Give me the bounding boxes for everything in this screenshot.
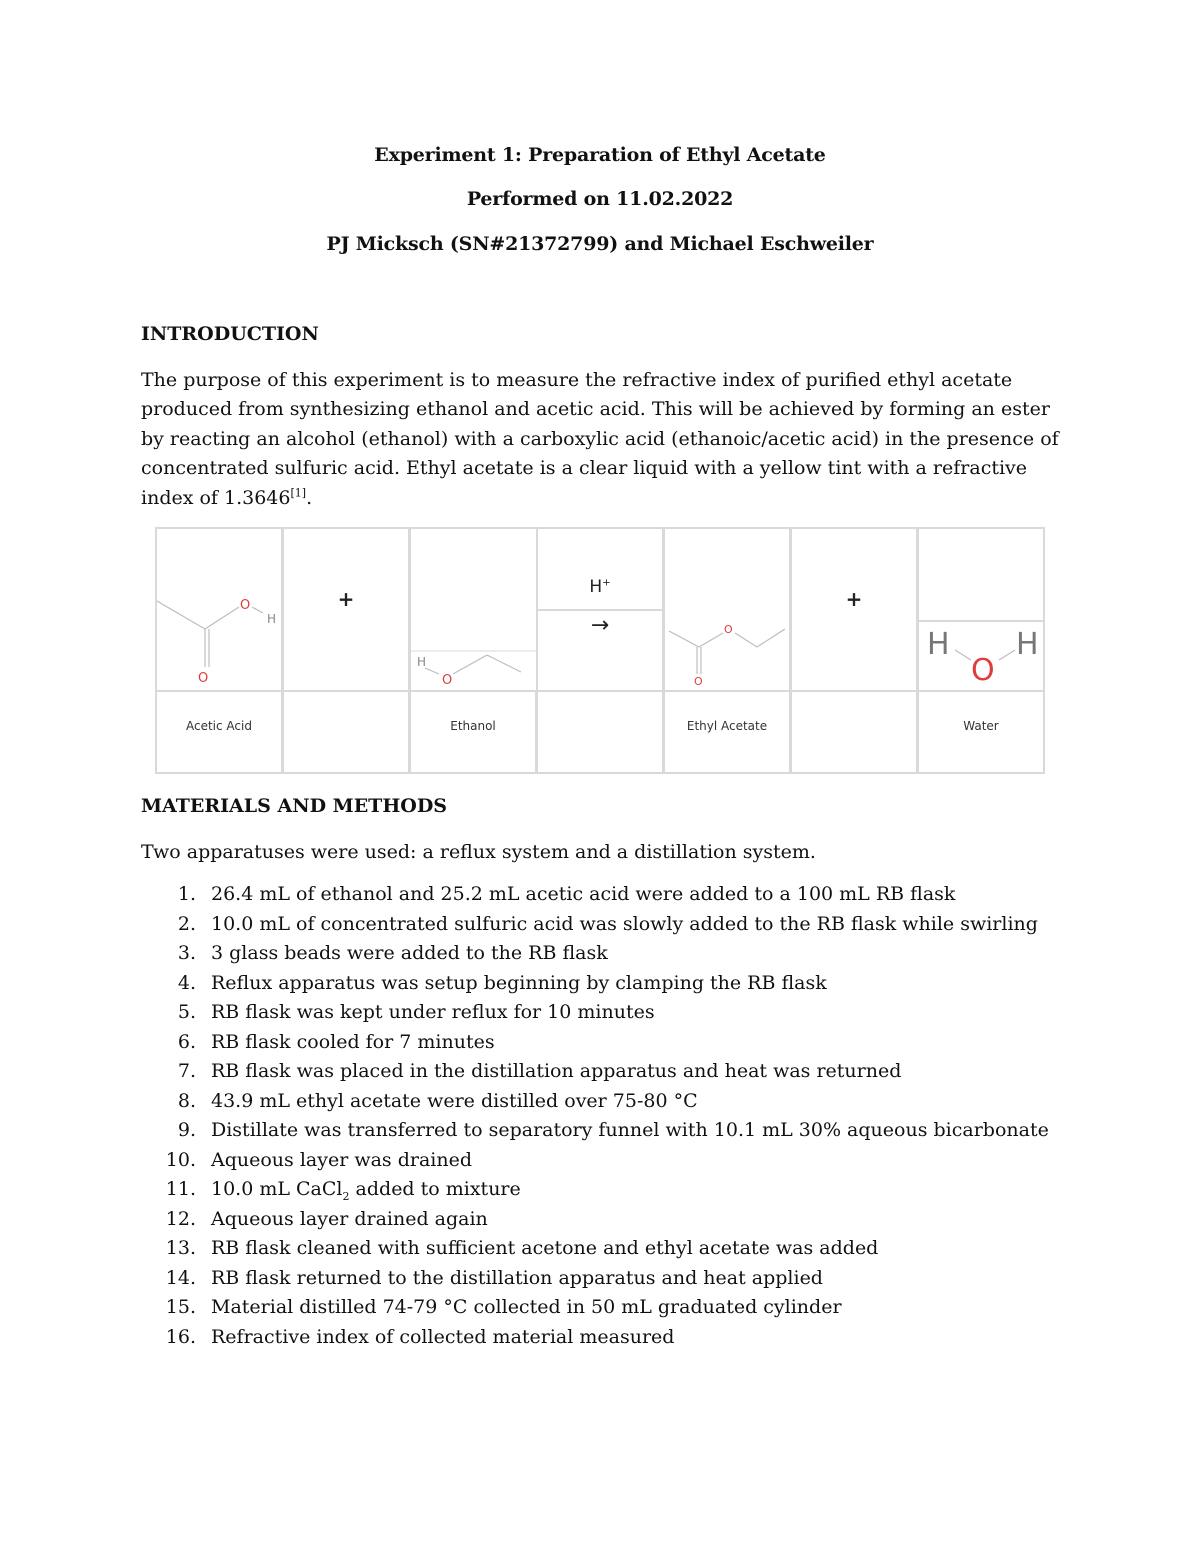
step-number: 7. <box>177 1060 196 1082</box>
plus-cell <box>790 527 918 692</box>
step-text: Distillate was transferred to separatory funnel with 10.1 mL 30% aqueous bicarbonate <box>211 1119 1049 1141</box>
step-number: 5. <box>177 1001 196 1023</box>
methods-heading: MATERIALS AND METHODS <box>141 795 448 817</box>
atom-o-label: O <box>724 623 733 636</box>
atom-o-label: O <box>442 673 453 688</box>
step-number: 14. <box>165 1266 196 1289</box>
water-label: Water <box>963 719 999 733</box>
step-text: RB flask cleaned with sufficient acetone and ethyl acetate was added <box>211 1237 879 1259</box>
reaction-arrow: → <box>590 613 610 638</box>
atom-o-label: O <box>198 671 209 686</box>
step-text: 26.4 mL of ethanol and 25.2 mL acetic acid were added to a 100 mL RB flask <box>211 883 956 905</box>
step-number: 12. <box>165 1207 196 1230</box>
ethanol-structure-cell <box>409 527 537 692</box>
step-text: 10.0 mL of concentrated sulfuric acid was slowly added to the RB flask while swirling <box>211 912 1038 935</box>
step-number: 13. <box>165 1237 196 1259</box>
atom-h-label: H <box>267 612 277 626</box>
plus-cell <box>282 527 410 692</box>
step-number: 1. <box>177 883 196 905</box>
step-text: Aqueous layer drained again <box>211 1207 488 1230</box>
introduction-paragraph <box>141 366 1071 513</box>
atom-o-label: O <box>240 598 251 613</box>
introduction-body: The purpose of this experiment is to measure the refractive index of purified ethyl acetate produced from synthesizing ethanol and acetic acid. This will be achieved by forming an ester by reacting an alcohol (ethanol) with a carboxylic acid (ethanoic/acetic acid) in the presence of concentrated sulfuric acid. Ethyl acetate is a clear liquid with a yellow tint with a refractive index of 1.3646 <box>141 369 1059 509</box>
step-number: 9. <box>177 1119 196 1141</box>
water-structure <box>919 622 1043 690</box>
empty-label-cell <box>790 690 918 774</box>
step-text: Refractive index of collected material measured <box>211 1325 675 1348</box>
plus-sign: + <box>337 587 355 611</box>
ethanol-label-cell <box>409 690 537 774</box>
step-number: 15. <box>165 1296 196 1318</box>
ethyl-acetate-structure <box>665 529 789 690</box>
step-text: Reflux apparatus was setup beginning by clamping the RB flask <box>211 971 827 994</box>
ethyl-acetate-label: Ethyl Acetate <box>686 719 768 733</box>
ethyl-acetate-label-cell <box>663 690 791 774</box>
catalyst-symbol: H <box>589 577 603 597</box>
atom-o-label: O <box>971 653 995 688</box>
catalyst-charge: + <box>602 577 611 589</box>
water-label-cell <box>917 690 1045 774</box>
water-top-cell <box>917 527 1045 622</box>
step-number: 4. <box>177 971 196 994</box>
introduction-heading: INTRODUCTION <box>141 323 319 345</box>
document-title: Experiment 1: Preparation of Ethyl Acetate <box>374 144 826 166</box>
step-text: RB flask was kept under reflux for 10 minutes <box>211 1001 655 1023</box>
catalyst-cell <box>536 527 664 611</box>
water-structure-cell <box>917 620 1045 692</box>
acetic-acid-label-cell <box>155 690 283 774</box>
arrow-cell <box>536 609 664 692</box>
step-number: 11. <box>165 1178 196 1200</box>
step-number: 6. <box>177 1030 196 1053</box>
step-text-post: added to mixture <box>349 1178 521 1200</box>
plus-sign: + <box>845 587 863 611</box>
acetic-acid-structure-cell <box>155 527 283 692</box>
performed-date: Performed on 11.02.2022 <box>466 188 734 210</box>
reaction-scheme <box>155 527 1045 774</box>
step-text: RB flask was placed in the distillation apparatus and heat was returned <box>211 1060 902 1082</box>
acetic-acid-label: Acetic Acid <box>186 719 252 733</box>
step-text: Aqueous layer was drained <box>211 1148 473 1171</box>
citation-marker: [1] <box>290 486 307 500</box>
step-text: 43.9 mL ethyl acetate were distilled over 75-80 °C <box>211 1089 698 1112</box>
atom-h-label: H <box>417 655 427 669</box>
empty-label-cell <box>536 690 664 774</box>
step-text-subscript: 2 <box>342 1189 350 1203</box>
step-number: 3. <box>177 942 196 964</box>
step-number: 2. <box>177 912 196 935</box>
empty-label-cell <box>282 690 410 774</box>
step-number: 16. <box>165 1325 196 1348</box>
step-text: Material distilled 74-79 °C collected in 50 mL graduated cylinder <box>211 1296 842 1318</box>
methods-intro: Two apparatuses were used: a reflux system and a distillation system. <box>141 841 816 863</box>
introduction-end: . <box>306 486 313 509</box>
atom-h-label: H <box>1016 627 1039 662</box>
atom-o-label: O <box>694 675 703 688</box>
step-number: 10. <box>165 1148 196 1171</box>
step-text: RB flask returned to the distillation apparatus and heat applied <box>211 1266 823 1289</box>
catalyst-label <box>538 577 662 597</box>
ethanol-label: Ethanol <box>450 719 496 733</box>
ethyl-acetate-structure-cell <box>663 527 791 692</box>
authors-line: PJ Micksch (SN#21372799) and Michael Eschweiler <box>326 233 874 255</box>
acetic-acid-structure <box>157 529 281 690</box>
ethanol-structure <box>411 529 537 690</box>
step-text <box>211 1175 521 1205</box>
atom-h-label: H <box>927 627 950 662</box>
step-text: 3 glass beads were added to the RB flask <box>211 942 608 964</box>
step-number: 8. <box>177 1089 196 1112</box>
step-text: RB flask cooled for 7 minutes <box>211 1030 495 1053</box>
step-text-pre: 10.0 mL CaCl <box>211 1178 343 1200</box>
